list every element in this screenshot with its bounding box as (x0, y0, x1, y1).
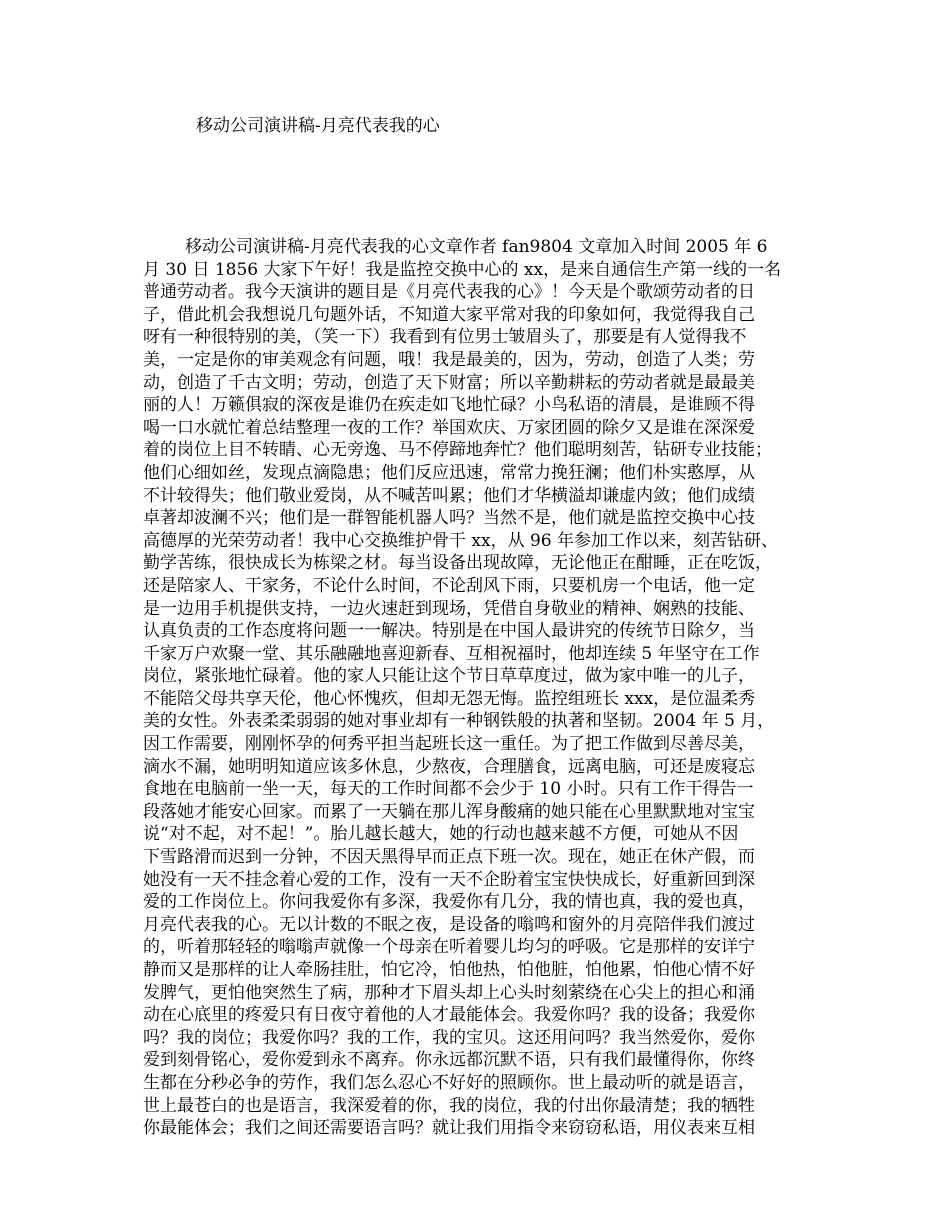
body-line: 她没有一天不挂念着心爱的工作，没有一天不企盼着宝宝快快成长，好重新回到深 (143, 869, 755, 890)
body-line: 卓著却波澜不兴；他们是一群智能机器人吗？当然不是，他们就是监控交换中心技 (143, 508, 755, 529)
document-body (143, 236, 833, 1140)
body-line: 世上最苍白的也是语言，我深爱着的你，我的岗位，我的付出你最清楚；我的牺牲 (143, 1095, 755, 1116)
body-line: 食地在电脑前一坐一天，每天的工作时间都不会少于 10 小时。只有工作干得告一 (143, 779, 754, 800)
body-line: 说“对不起，对不起！”。胎儿越长越大，她的行动也越来越不方便，可她从不因 (143, 824, 739, 845)
body-line: 岗位，紧张地忙碌着。他的家人只能让这个节日草草度过，做为家中唯一的儿子， (143, 666, 755, 687)
body-line: 爱的工作岗位上。你问我爱你有多深，我爱你有几分，我的情也真，我的爱也真， (143, 892, 755, 913)
body-line: 高德厚的光荣劳动者！我中心交换维护骨干 xx，从 96 年参加工作以来，刻苦钻研、 (143, 530, 779, 551)
body-line: 丽的人！万籁俱寂的深夜是谁仍在疾走如飞地忙碌？小鸟私语的清晨，是谁顾不得 (143, 395, 755, 416)
body-line: 移动公司演讲稿-月亮代表我的心文章作者 fan9804 文章加入时间 2005 年 6 (185, 237, 768, 257)
body-line: 吗？我的岗位；我爱你吗？我的工作，我的宝贝。这还用问吗？我当然爱你，爱你 (143, 1027, 755, 1048)
body-line: 是一边用手机提供支持，一边火速赶到现场，凭借自身敬业的精神、娴熟的技能、 (143, 598, 755, 619)
body-line: 因工作需要，刚刚怀孕的何秀平担当起班长这一重任。为了把工作做到尽善尽美， (143, 734, 755, 755)
body-line: 还是陪家人、干家务，不论什么时间，不论刮风下雨，只要机房一个电话，他一定 (143, 575, 755, 596)
body-line: 生都在分秒必争的劳作，我们怎么忍心不好好的照顾你。世上最动听的就是语言， (143, 1072, 755, 1093)
body-line: 静而又是那样的让人牵肠挂肚，怕它冷，怕他热，怕他脏，怕他累，怕他心情不好 (143, 960, 755, 980)
body-line: 动，创造了千古文明；劳动，创造了天下财富；所以辛勤耕耘的劳动者就是最最美 (143, 372, 755, 393)
body-line: 下雪路滑而迟到一分钟，不因天黑得早而正点下班一次。现在，她正在休产假，而 (143, 847, 755, 868)
body-line: 不计较得失；他们敬业爱岗，从不喊苦叫累；他们才华横溢却谦虚内敛；他们成绩 (143, 485, 755, 506)
body-line: 不能陪父母共享天伦，他心怀愧疚，但却无怨无悔。监控组班长 xxx，是位温柔秀 (143, 688, 756, 709)
body-line: 段落她才能安心回家。而累了一天躺在那儿浑身酸痛的她只能在心里默默地对宝宝 (143, 801, 755, 822)
body-line: 普通劳动者。我今天演讲的题目是《月亮代表我的心》！今天是个歌颂劳动者的日 (143, 282, 755, 303)
body-line: 月亮代表我的心。无以计数的不眠之夜，是设备的嗡鸣和窗外的月亮陪伴我们渡过 (143, 914, 755, 935)
body-line: 动在心底里的疼爱只有日夜守着他的人才最能体会。我爱你吗？我的设备；我爱你 (143, 1005, 755, 1026)
body-line: 千家万户欢聚一堂、其乐融融地喜迎新春、互相祝福时，他却连续 5 年坚守在工作 (143, 643, 760, 664)
document-title: 移动公司演讲稿-月亮代表我的心 (196, 116, 440, 136)
body-line: 美的女性。外表柔柔弱弱的她对事业却有一种钢铁般的执著和坚韧。2004 年 5 月， (143, 711, 775, 732)
body-line: 子，借此机会我想说几句题外话，不知道大家平常对我的印象如何，我觉得我自己 (143, 304, 755, 325)
body-line: 月 30 日 1856 大家下午好！我是监控交换中心的 xx，是来自通信生产第一线的一名 (143, 259, 782, 280)
body-line: 认真负责的工作态度将问题一一解决。特别是在中国人最讲究的传统节日除夕，当 (143, 621, 755, 642)
body-line: 喝一口水就忙着总结整理一夜的工作？举国欢庆、万家团圆的除夕又是谁在深深爱 (143, 417, 755, 438)
body-line: 着的岗位上目不转睛、心无旁逸、马不停蹄地奔忙？他们聪明刻苦，钻研专业技能； (143, 440, 772, 461)
body-line: 呀有一种很特别的美，（笑一下）我看到有位男士皱眉头了，那要是有人觉得我不 (143, 327, 747, 348)
body-line: 勤学苦练，很快成长为栋梁之材。每当设备出现故障，无论他正在酣睡，正在吃饭， (143, 553, 772, 574)
body-line: 美，一定是你的审美观念有问题，哦！我是最美的，因为，劳动，创造了人类；劳 (143, 349, 755, 370)
body-line: 爱到刻骨铭心，爱你爱到永不离弃。你永远都沉默不语，只有我们最懂得你，你终 (143, 1050, 755, 1071)
body-line: 发脾气，更怕他突然生了病，那种才下眉头却上心头时刻萦绕在心尖上的担心和涌 (143, 982, 755, 1003)
body-line: 他们心细如丝，发现点滴隐患；他们反应迅速，常常力挽狂澜；他们朴实憨厚，从 (143, 462, 755, 483)
body-line: 滴水不漏，她明明知道应该多休息，少熬夜，合理膳食，远离电脑，可还是废寝忘 (143, 756, 755, 777)
body-line: 的，听着那轻轻的嗡嗡声就像一个母亲在听着婴儿均匀的呼吸。它是那样的安详宁 (143, 937, 755, 958)
body-line: 你最能体会；我们之间还需要语言吗？就让我们用指令来窃窃私语，用仪表来互相 (143, 1118, 755, 1139)
